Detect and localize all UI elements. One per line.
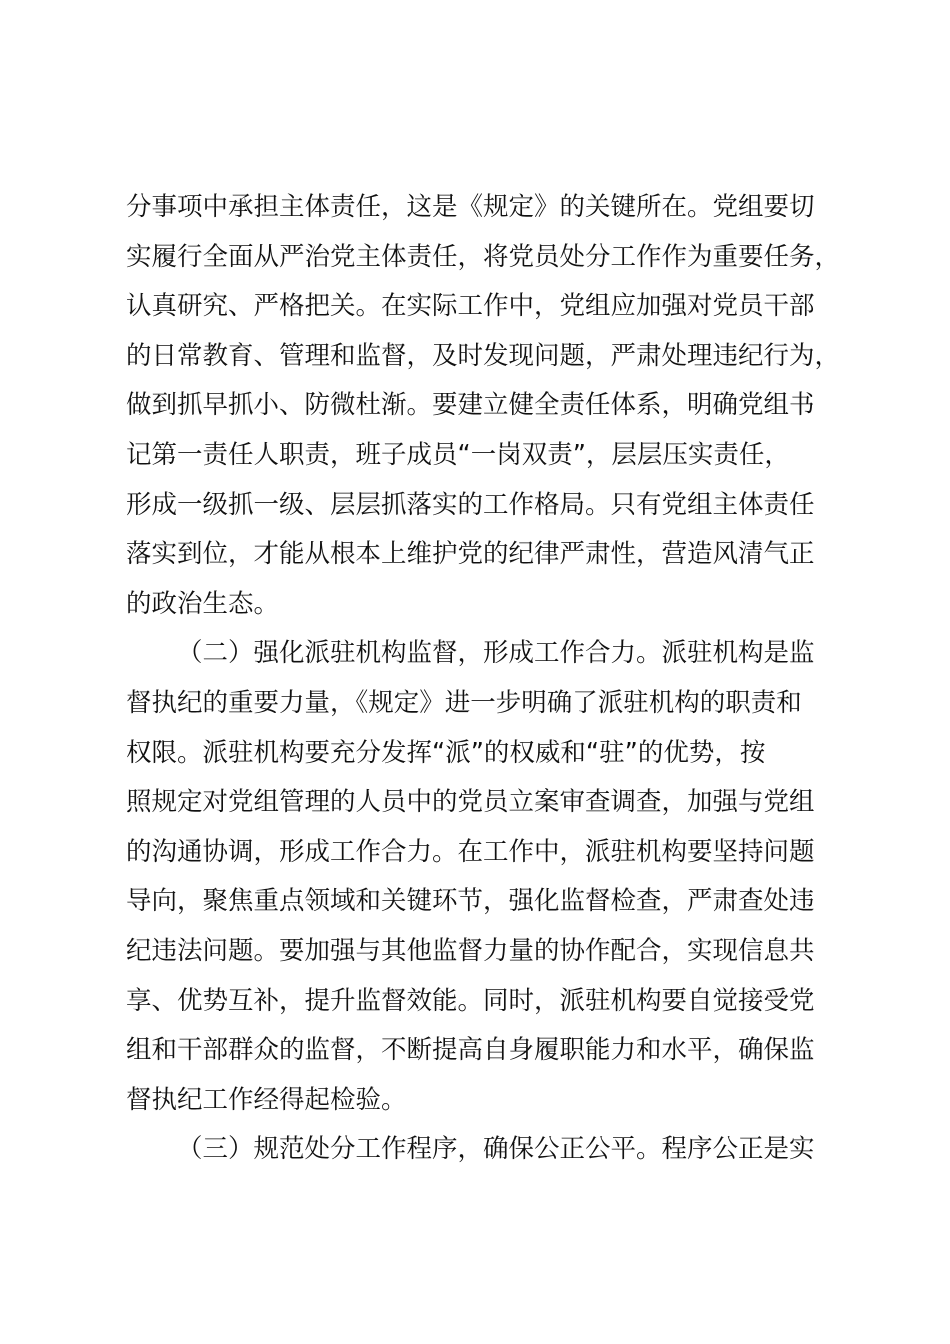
text-line: （二）强化派驻机构监督，形成工作合力。派驻机构是监 xyxy=(177,638,815,669)
text-line: 的日常教育、管理和监督，及时发现问题，严肃处理违纪行为， xyxy=(126,340,841,371)
text-line: 落实到位，才能从根本上维护党的纪律严肃性，营造风清气正 xyxy=(126,539,815,570)
text-line: 照规定对党组管理的人员中的党员立案审查调查，加强与党组 xyxy=(126,787,815,818)
body-text xyxy=(126,183,841,1175)
text-line: 形成一级抓一级、层层抓落实的工作格局。只有党组主体责任 xyxy=(126,489,815,520)
text-line: 组和干部群众的监督，不断提高自身履职能力和水平，确保监 xyxy=(126,1035,815,1066)
text-line: 纪违法问题。要加强与其他监督力量的协作配合，实现信息共 xyxy=(126,935,815,966)
text-line: 记第一责任人职责，班子成员“一岗双责”，层层压实责任， xyxy=(126,439,790,470)
text-line: 做到抓早抓小、防微杜渐。要建立健全责任体系，明确党组书 xyxy=(126,390,815,421)
text-line: 分事项中承担主体责任，这是《规定》的关键所在。党组要切 xyxy=(126,192,815,222)
text-line: 导向，聚焦重点领域和关键环节，强化监督检查，严肃查处违 xyxy=(126,886,815,917)
text-line: 权限。派驻机构要充分发挥“派”的权威和“驻”的优势，按 xyxy=(126,737,766,768)
text-line: （三）规范处分工作程序，确保公正公平。程序公正是实 xyxy=(177,1134,815,1165)
text-line: 的政治生态。 xyxy=(126,588,280,619)
text-line: 督执纪的重要力量，《规定》进一步明确了派驻机构的职责和 xyxy=(126,687,802,718)
text-line: 认真研究、严格把关。在实际工作中，党组应加强对党员干部 xyxy=(126,291,815,322)
text-line: 的沟通协调，形成工作合力。在工作中，派驻机构要坚持问题 xyxy=(126,836,815,867)
text-line: 督执纪工作经得起检验。 xyxy=(126,1084,407,1115)
text-line: 实履行全面从严治党主体责任，将党员处分工作作为重要任务， xyxy=(126,241,841,272)
text-line: 享、优势互补，提升监督效能。同时，派驻机构要自觉接受党 xyxy=(126,985,815,1016)
